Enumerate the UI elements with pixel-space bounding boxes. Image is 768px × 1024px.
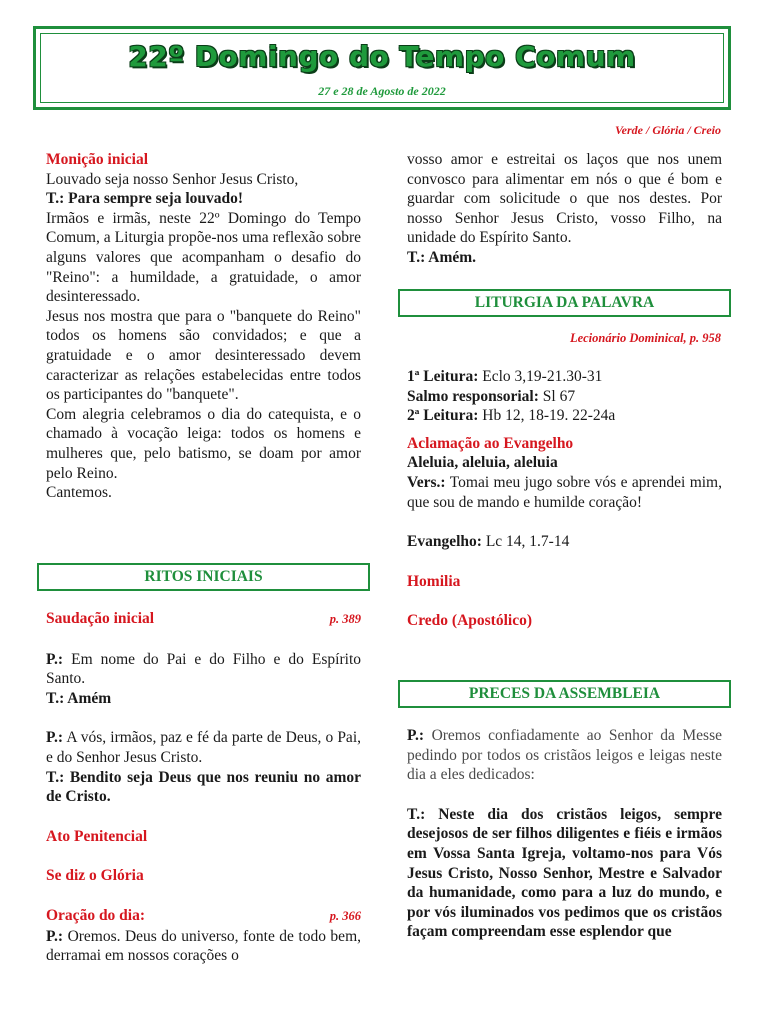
spacer	[46, 846, 361, 866]
monicao-paragraph-4: Cantemos.	[46, 484, 112, 502]
reading-ref: Lc 14, 1.7-14	[481, 533, 570, 551]
saudacao-heading	[46, 609, 361, 630]
vers-text: Tomai meu jugo sobre vós e aprendei mim, que sou de mando e humilde coração!	[407, 473, 722, 511]
preces-presider	[407, 726, 722, 785]
right-column-leituras	[407, 367, 722, 631]
gloria-note: Se diz o Glória	[46, 867, 144, 885]
oracao-continuation: vosso amor e estreitai os laços que nos unem convosco para alimentar em nós o que é bom e guardar com solicitude o que nos destes. Por nosso Senhor Jesus Cristo, vosso Filho, na unidade do Espírito Santo.	[407, 151, 722, 247]
title-banner	[33, 26, 731, 110]
saudacao-response: T.: Amém	[46, 689, 112, 707]
credo-title: Credo (Apostólico)	[407, 612, 532, 630]
versiculo	[407, 473, 722, 512]
liturgia-palavra-header: LITURGIA DA PALAVRA	[398, 289, 731, 317]
preces-response: T.: Neste dia dos cristãos leigos, sempre desejosos de ser filhos diligentes e fiéis e irmãos em Vossa Santa Igreja, voltamo-nos para Vós Jesus Cristo, Nosso Senhor, Mestre e Salvador da humanidade, como para a luz do mundo, e por vós iluminados vos pedimos que os cristãos façam compreendam esse esplendor que	[407, 805, 722, 941]
spacer	[46, 708, 361, 728]
monicao-paragraph-3: Com alegria celebramos o dia do catequista, e o chamado à vocação leiga: todos os homens e mulheres que, pelo batismo, se doam por amor pelo Reino.	[46, 405, 361, 482]
reading-label: 1ª Leitura:	[407, 368, 479, 385]
reading-ref: Sl 67	[538, 387, 576, 405]
oracao-page-ref: p. 366	[329, 908, 361, 923]
ritos-iniciais-header: RITOS INICIAIS	[37, 563, 370, 591]
saudacao-presider	[46, 650, 361, 689]
reading-label: 2ª Leitura:	[407, 407, 479, 425]
oracao-response: T.: Amém.	[407, 248, 477, 266]
presider-text: A vós, irmãos, paz e fé da parte de Deus, o Pai, e do Senhor Jesus Cristo.	[46, 729, 361, 766]
spacer	[407, 591, 722, 611]
presider-label: P.:	[46, 729, 64, 747]
monicao-title: Monição inicial	[46, 151, 149, 168]
presider-text: Oremos. Deus do universo, fonte de todo bem, derramai em nossos corações o	[46, 927, 361, 965]
monicao-paragraph-2: Jesus nos mostra que para o "banquete do Reino" todos os homens são convidados; e que a gratuidade e o amor desinteressado devem caracterizar as relações estabelecidas entre todos os participantes do "banquete".	[46, 307, 361, 404]
reading-ref: Hb 12, 18-19. 22-24a	[478, 407, 616, 425]
spacer	[407, 552, 722, 572]
spacer	[407, 785, 722, 805]
reading-ref: Eclo 3,19-21.30-31	[478, 368, 603, 385]
oracao-title: Oração do dia:	[46, 906, 146, 924]
saudacao2-presider	[46, 728, 361, 767]
ato-penitencial-title: Ato Penitencial	[46, 827, 148, 845]
lecionario-ref: Lecionário Dominical, p. 958	[569, 331, 721, 345]
aclamacao-title: Aclamação ao Evangelho	[407, 434, 574, 452]
salmo-responsorial	[407, 387, 722, 407]
right-column-preces	[407, 726, 722, 942]
spacer	[407, 426, 722, 434]
saudacao-title: Saudação inicial	[46, 610, 155, 627]
spacer	[46, 886, 361, 906]
oracao-heading	[46, 906, 361, 927]
left-column-ritos	[46, 609, 361, 966]
celebration-date: 27 e 28 de Agosto de 2022	[318, 84, 446, 98]
presider-label: P.:	[46, 650, 64, 668]
homilia-title: Homilia	[407, 572, 461, 590]
monicao-response: T.: Para sempre seja louvado!	[46, 190, 244, 208]
vers-label: Vers.:	[407, 473, 446, 491]
spacer	[46, 807, 361, 827]
presider-text: Oremos confiadamente ao Senhor da Messe pedindo por todos os cristãos leigos e leigas neste dia a eles dedicados:	[407, 727, 722, 784]
liturgical-color-note: Verde / Glória / Creio	[614, 123, 721, 137]
saudacao-page-ref: p. 389	[329, 612, 361, 626]
primeira-leitura	[407, 367, 722, 387]
right-column	[407, 150, 722, 268]
preces-assembleia-header: PRECES DA ASSEMBLEIA	[398, 680, 731, 708]
spacer	[46, 630, 361, 650]
spacer	[407, 512, 722, 532]
monicao-paragraph-1: Irmãos e irmãs, neste 22º Domingo do Tempo Comum, a Liturgia propõe-nos uma reflexão sobre alguns valores que acompanham o desafio do "Reino": a humildade, a gratuidade, o amor desinteressado.	[46, 209, 361, 306]
reading-label: Salmo responsorial:	[407, 387, 539, 405]
page-title: 22º Domingo do Tempo Comum	[128, 40, 636, 73]
reading-label: Evangelho:	[407, 533, 482, 551]
evangelho	[407, 532, 722, 552]
presider-text: Em nome do Pai e do Filho e do Espírito Santo.	[46, 650, 361, 688]
oracao-text	[46, 927, 361, 966]
segunda-leitura	[407, 406, 722, 426]
presider-label: P.:	[407, 727, 425, 744]
left-column	[46, 150, 361, 503]
presider-label: P.:	[46, 927, 64, 945]
saudacao2-response: T.: Bendito seja Deus que nos reuniu no amor de Cristo.	[46, 768, 361, 806]
aleluia-line: Aleluia, aleluia, aleluia	[407, 454, 558, 472]
monicao-line: Louvado seja nosso Senhor Jesus Cristo,	[46, 170, 299, 188]
